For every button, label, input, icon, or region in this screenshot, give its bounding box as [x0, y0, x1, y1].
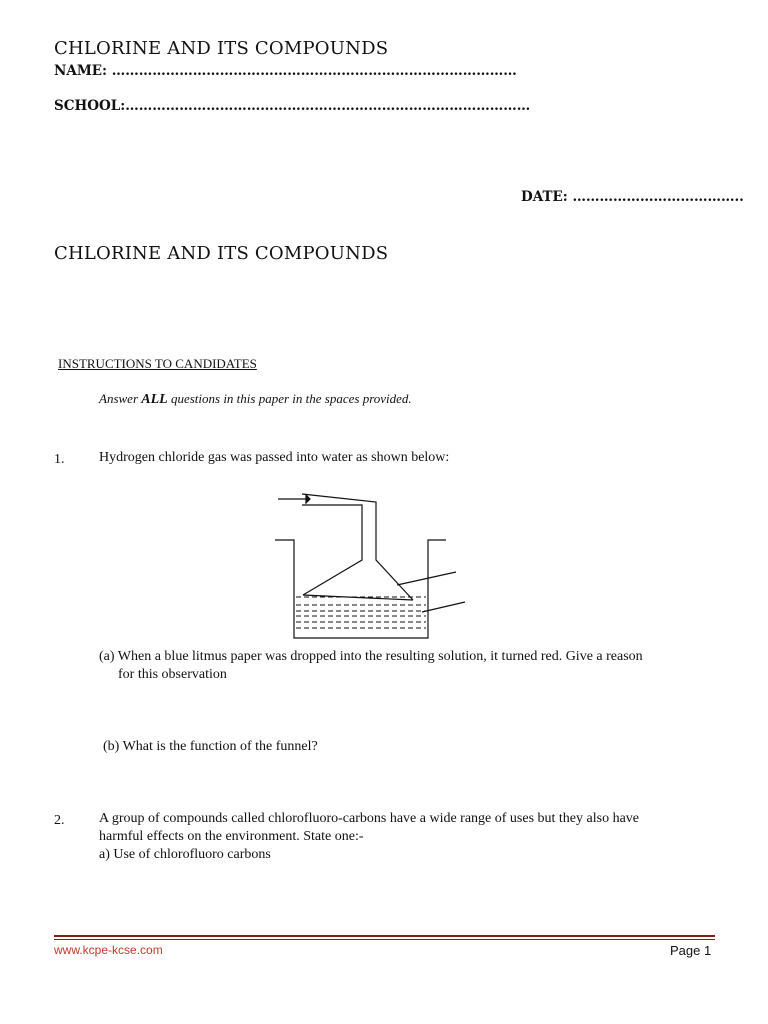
question-1b: (b) What is the function of the funnel? [103, 739, 318, 754]
question-1a-line2: for this observation [118, 667, 227, 682]
main-title: CHLORINE AND ITS COMPOUNDS [54, 243, 389, 264]
question-2-number: 2. [54, 813, 65, 828]
name-field[interactable]: NAME: ……………………………………………………………………………… [54, 63, 517, 79]
question-1a-line1: (a) When a blue litmus paper was dropped into the resulting solution, it turned red. Give a reason [99, 649, 643, 664]
question-1-text: Hydrogen chloride gas was passed into water as shown below: [99, 450, 450, 465]
hcl-apparatus-diagram [270, 490, 470, 640]
footer-rule-thin [54, 939, 715, 940]
question-2-line2: harmful effects on the environment. State one:- [99, 829, 364, 844]
question-2a: a) Use of chlorofluoro carbons [99, 847, 271, 862]
question-2-line1: A group of compounds called chlorofluoro-carbons have a wide range of uses but they also have [99, 811, 640, 826]
instructions-text: Answer ALL questions in this paper in the spaces provided. [99, 391, 412, 407]
document-title: CHLORINE AND ITS COMPOUNDS [54, 38, 389, 59]
question-1-number: 1. [54, 452, 65, 467]
footer-website-link[interactable]: www.kcpe-kcse.com [54, 943, 163, 957]
delivery-tube-inner [302, 505, 362, 595]
school-field[interactable]: SCHOOL:……………………………………………………………………………… [54, 98, 531, 114]
delivery-tube-outer [302, 494, 413, 600]
date-field[interactable]: DATE: ……………………………….. [521, 189, 744, 205]
page-number: Page 1 [670, 943, 712, 958]
funnel-label-line [397, 572, 456, 585]
gas-inlet-arrowhead [306, 495, 310, 503]
footer-rule-thick [54, 935, 715, 937]
instructions-heading: INSTRUCTIONS TO CANDIDATES [58, 356, 257, 371]
beaker [275, 540, 446, 638]
water-layer [296, 597, 426, 628]
